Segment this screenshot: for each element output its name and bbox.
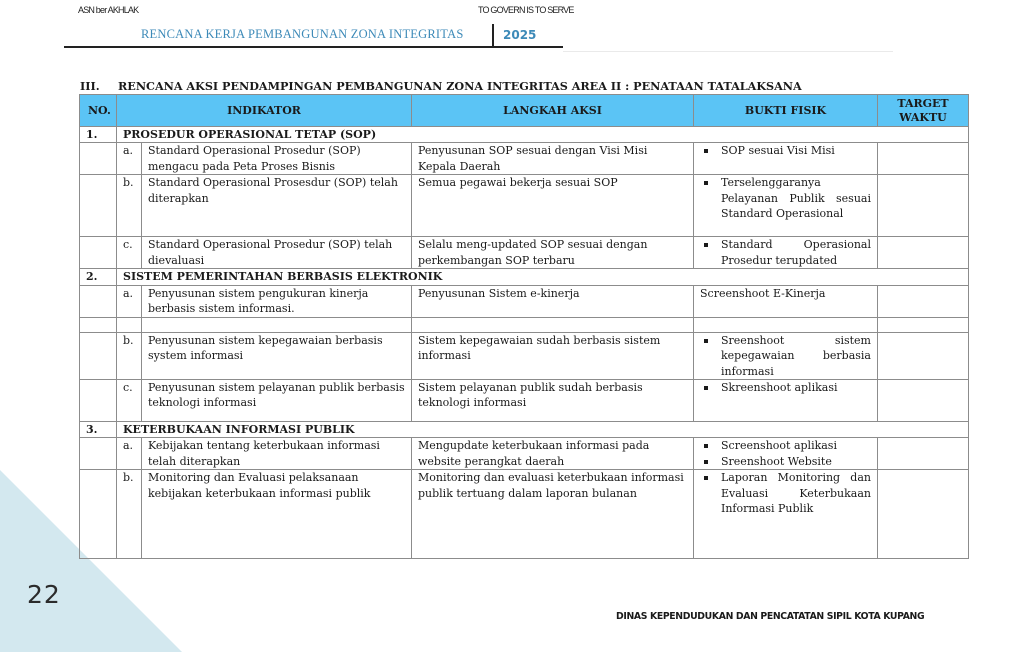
row-letter: b. [117,175,142,237]
table-row [80,143,969,175]
target-waktu-cell [878,438,969,470]
table-row [80,285,969,317]
langkah-aksi-cell: Selalu meng-updated SOP sesuai dengan perkembangan SOP terbaru [412,237,694,269]
bukti-fisik-cell: Screenshoot E-Kinerja [694,285,878,317]
bukti-item: SOP sesuai Visi Misi [700,143,871,158]
bukti-fisik-cell [694,143,878,175]
bukti-item: Laporan Monitoring dan Evaluasi Keterbukaan Informasi Publik [700,470,871,516]
indikator-cell: Penyusunan sistem kepegawaian berbasis system informasi [142,332,412,379]
bukti-item: Standard Operasional Prosedur terupdated [700,237,871,268]
target-waktu-cell [878,237,969,269]
table-header-row [80,95,969,127]
group-number: 3. [80,422,117,438]
col-header-no: NO. [80,95,117,127]
group-row [80,422,969,438]
bukti-fisik-cell [694,332,878,379]
row-letter: b. [117,470,142,559]
footer-organization: DINAS KEPENDUDUKAN DAN PENCATATAN SIPIL KOTA KUPANG [616,611,925,622]
col-header-bukti-fisik: BUKTI FISIK [694,95,878,127]
action-plan-table [79,94,969,559]
indikator-cell: Penyusunan sistem pelayanan publik berbasis teknologi informasi [142,380,412,422]
bukti-fisik-cell [694,438,878,470]
target-waktu-cell [878,380,969,422]
row-letter: b. [117,332,142,379]
group-number: 2. [80,269,117,285]
page-number: 22 [27,580,61,609]
group-title: SISTEM PEMERINTAHAN BERBASIS ELEKTRONIK [117,269,969,285]
indikator-cell: Kebijakan tentang keterbukaan informasi telah diterapkan [142,438,412,470]
row-letter: a. [117,438,142,470]
bukti-item: Terselenggaranya Pelayanan Publik sesuai Standard Operasional [700,175,871,221]
target-waktu-cell [878,285,969,317]
indikator-cell: Standard Operasional Prosedur (SOP) telah dievaluasi [142,237,412,269]
row-letter: c. [117,380,142,422]
table-row [80,237,969,269]
section-number: III. [80,79,100,93]
col-header-langkah-aksi: LANGKAH AKSI [412,95,694,127]
bukti-item: Screenshoot aplikasi [700,438,871,453]
group-row [80,269,969,285]
group-title: PROSEDUR OPERASIONAL TETAP (SOP) [117,127,969,143]
bukti-item: Sreenshoot sistem kepegawaian berbasia informasi [700,333,871,379]
target-waktu-cell [878,470,969,559]
langkah-aksi-cell: Penyusunan Sistem e-kinerja [412,285,694,317]
indikator-cell: Standard Operasional Prosesdur (SOP) telah diterapkan [142,175,412,237]
bukti-item: Sreenshoot Website [700,454,871,469]
bukti-fisik-cell [694,380,878,422]
langkah-aksi-cell: Sistem kepegawaian sudah berbasis sistem informasi [412,332,694,379]
table-row [80,470,969,559]
bukti-item: Skreenshoot aplikasi [700,380,871,395]
section-title: RENCANA AKSI PENDAMPINGAN PEMBANGUNAN ZONA INTEGRITAS AREA II : PENATAAN TATALAKSANA [118,79,802,93]
motto-right: TO GOVERN IS TO SERVE [478,5,574,15]
target-waktu-cell [878,332,969,379]
indikator-cell: Penyusunan sistem pengukuran kinerja berbasis sistem informasi. [142,285,412,317]
section-heading [80,79,802,93]
indikator-cell: Standard Operasional Prosedur (SOP) mengacu pada Peta Proses Bisnis [142,143,412,175]
document-title: RENCANA KERJA PEMBANGUNAN ZONA INTEGRITAS [141,27,464,41]
document-year: 2025 [503,28,537,42]
bukti-fisik-cell [694,175,878,237]
target-waktu-cell [878,175,969,237]
table-row [80,380,969,422]
bukti-fisik-cell [694,237,878,269]
table-row [80,175,969,237]
row-letter: a. [117,143,142,175]
table-row [80,438,969,470]
row-letter: c. [117,237,142,269]
motto-left: ASN ber AKHLAK [78,5,139,15]
target-waktu-cell [878,143,969,175]
table-row [80,332,969,379]
group-title: KETERBUKAAN INFORMASI PUBLIK [117,422,969,438]
header-rule-faint [563,51,893,52]
langkah-aksi-cell: Penyusunan SOP sesuai dengan Visi Misi Kepala Daerah [412,143,694,175]
header-rule [64,46,563,48]
col-header-target-waktu: TARGET WAKTU [878,95,969,127]
header-divider [492,24,494,47]
col-header-indikator: INDIKATOR [117,95,412,127]
group-row [80,127,969,143]
row-letter: a. [117,285,142,317]
langkah-aksi-cell: Sistem pelayanan publik sudah berbasis teknologi informasi [412,380,694,422]
langkah-aksi-cell: Monitoring dan evaluasi keterbukaan informasi publik tertuang dalam laporan bulanan [412,470,694,559]
indikator-cell: Monitoring dan Evaluasi pelaksanaan kebijakan keterbukaan informasi publik [142,470,412,559]
langkah-aksi-cell: Mengupdate keterbukaan informasi pada website perangkat daerah [412,438,694,470]
bukti-fisik-cell [694,470,878,559]
langkah-aksi-cell: Semua pegawai bekerja sesuai SOP [412,175,694,237]
group-number: 1. [80,127,117,143]
empty-row [80,317,969,332]
